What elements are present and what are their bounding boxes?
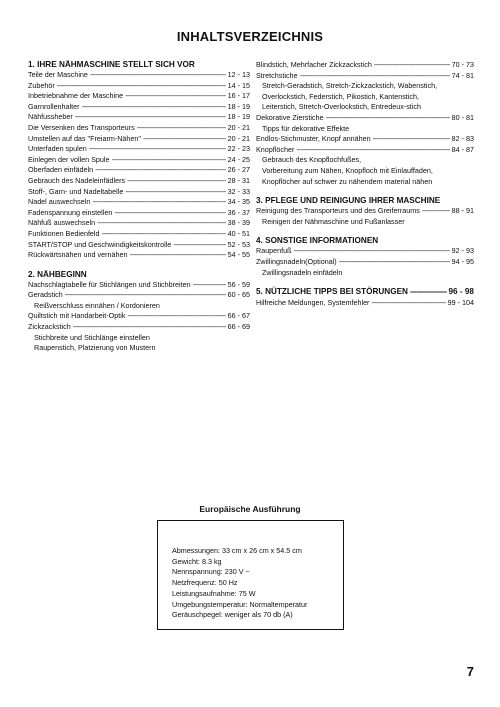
leader-dashes xyxy=(102,229,226,240)
toc-entry[interactable] xyxy=(28,240,250,251)
entry-title: Oberfaden einfädeln xyxy=(28,165,94,175)
page-range: 16 - 17 xyxy=(227,91,250,101)
page-range: 20 - 21 xyxy=(227,133,250,143)
specifications-list xyxy=(172,546,307,621)
page-range: 14 - 15 xyxy=(227,80,250,90)
spec-line: Gewicht: 8.3 kg xyxy=(172,556,222,566)
toc-entry[interactable] xyxy=(28,187,250,198)
page-range: 22 - 23 xyxy=(227,144,250,154)
toc-entry[interactable] xyxy=(28,197,250,208)
toc-entry[interactable] xyxy=(28,81,250,92)
toc-subentry: Gebrauch des Knopflochfußes, xyxy=(262,155,362,165)
toc-entry[interactable] xyxy=(28,70,250,81)
entry-title: Dekorative Zierstiche xyxy=(256,112,324,122)
page-range: 99 - 104 xyxy=(447,297,474,307)
toc-entry[interactable] xyxy=(256,113,474,124)
leader-dashes xyxy=(326,113,450,124)
entry-title: Zickzackstich xyxy=(28,322,71,332)
page-range: 74 - 81 xyxy=(451,70,474,80)
toc-entry[interactable] xyxy=(28,322,250,333)
leader-dashes xyxy=(112,155,226,166)
page-range: 38 - 39 xyxy=(227,218,250,228)
leader-dashes xyxy=(92,197,225,208)
page-range: 32 - 33 xyxy=(227,186,250,196)
entry-title: Nähfussheber xyxy=(28,112,73,122)
leader-dashes xyxy=(300,71,450,82)
leader-dashes xyxy=(65,290,226,301)
entry-title: Einlegen der vollen Spule xyxy=(28,154,110,164)
leader-dashes xyxy=(373,134,450,145)
toc-entry[interactable] xyxy=(28,176,250,187)
entry-title: Die Versenken des Transporteurs xyxy=(28,122,135,132)
page-range: 54 - 55 xyxy=(227,250,250,260)
toc-entry[interactable] xyxy=(256,246,474,257)
toc-entry[interactable] xyxy=(256,71,474,82)
toc-entry[interactable] xyxy=(28,123,250,134)
leader-dashes xyxy=(57,81,226,92)
spec-line: Nennspannung: 230 V ~ xyxy=(172,567,250,577)
toc-entry[interactable] xyxy=(28,91,250,102)
toc-entry[interactable] xyxy=(28,102,250,113)
page-range: 92 - 93 xyxy=(451,246,474,256)
leader-dashes xyxy=(75,112,226,123)
toc-subentry: Raupenstich, Platzierung von Mustern xyxy=(34,343,156,353)
entry-title: Stretchstiche xyxy=(256,70,298,80)
page-range: 24 - 25 xyxy=(227,154,250,164)
toc-subentry: Stichbreite und Stichlänge einstellen xyxy=(34,332,150,342)
spec-line: Abmessungen: 33 cm x 26 cm x 54.5 cm xyxy=(172,546,302,555)
leader-dashes xyxy=(137,123,226,134)
entry-title: Zwillingsnadeln(Optional) xyxy=(256,256,337,266)
entry-title: Nähfuß auswechseln xyxy=(28,218,96,228)
toc-entry[interactable] xyxy=(28,144,250,155)
page-number: 7 xyxy=(466,664,474,679)
page-range: 34 - 35 xyxy=(227,197,250,207)
leader-dashes xyxy=(125,91,226,102)
leader-dashes xyxy=(125,187,225,198)
toc-entry[interactable] xyxy=(28,208,250,219)
toc-entry[interactable] xyxy=(256,145,474,156)
leader-dashes xyxy=(173,240,225,251)
toc-subentry: Zwillingsnadeln einfädeln xyxy=(262,267,343,277)
leader-dashes xyxy=(82,102,226,113)
entry-title: Endlos-Stichmuster, Knopf annähen xyxy=(256,134,371,144)
section-heading: 1. IHRE NÄHMASCHINE STELLT SICH VOR xyxy=(28,60,195,69)
page-title: INHALTSVERZEICHNIS xyxy=(176,29,324,44)
entry-title: Inbetriebnahme der Maschine xyxy=(28,91,124,101)
section-heading: 3. PFLEGE UND REINIGUNG IHRER MASCHINE xyxy=(256,196,441,206)
page-range: 66 - 67 xyxy=(227,311,250,321)
toc-entry[interactable] xyxy=(256,206,474,217)
entry-title: Raupenfuß xyxy=(256,246,292,256)
entry-title: Hilfreiche Meldungen, Systemfehler xyxy=(256,297,370,307)
page-range: 66 - 69 xyxy=(227,322,250,332)
spec-line: Geräuschpegel: weniger als 70 db (A) xyxy=(172,610,293,620)
leader-dashes xyxy=(422,206,450,217)
leader-dashes xyxy=(193,280,226,291)
toc-right-column xyxy=(256,60,474,308)
leader-dashes xyxy=(143,134,226,145)
leader-dashes xyxy=(89,144,226,155)
leader-dashes xyxy=(127,311,225,322)
toc-entry[interactable] xyxy=(28,112,250,123)
toc-entry[interactable] xyxy=(256,298,474,309)
page-range: 82 - 83 xyxy=(451,134,474,144)
toc-subentry: Leiterstich, Stretch-Overlockstich, Entredeux-stich xyxy=(262,102,421,112)
entry-title: Rückwärtsnähen und vernähen xyxy=(28,250,128,260)
page-range: 96 - 98 xyxy=(448,287,474,297)
page-range: 80 - 81 xyxy=(451,112,474,122)
page-range: 94 - 95 xyxy=(451,256,474,266)
toc-entry[interactable] xyxy=(256,60,474,71)
section-heading: 2. NÄHBEGINN xyxy=(28,269,87,279)
page-range: 40 - 51 xyxy=(227,228,250,238)
toc-entry[interactable] xyxy=(256,134,474,145)
entry-title: Reinigung des Transporteurs und des Greiferraums xyxy=(256,206,420,216)
entry-title: Stoff-, Garn- und Nadeltabelle xyxy=(28,186,124,196)
leader-dashes xyxy=(97,218,225,229)
page-range: 26 - 27 xyxy=(227,165,250,175)
section-heading xyxy=(256,287,474,298)
page-range: 88 - 91 xyxy=(451,206,474,216)
entry-title: Nachschlagtabelle für Stichlängen und Stichbreiten xyxy=(28,279,191,289)
leader-dashes xyxy=(95,165,225,176)
page-range: 18 - 19 xyxy=(227,101,250,111)
spec-line: Umgebungstemperatur: Normaltemperatur xyxy=(172,599,308,609)
spec-line: Leistungsaufnahme: 75 W xyxy=(172,588,256,598)
european-version-heading: Europäische Ausführung xyxy=(199,504,301,514)
entry-title: Nadel auswechseln xyxy=(28,197,91,207)
leader-dashes xyxy=(296,145,449,156)
leader-dashes xyxy=(130,250,226,261)
toc-subentry: Knopflöcher auf schwer zu nähendem material nähen xyxy=(262,176,433,186)
entry-title: Garnrollenhalter xyxy=(28,101,80,111)
page-range: 70 - 73 xyxy=(451,60,474,69)
leader-dashes xyxy=(410,287,447,298)
spec-line: Netzfrequenz: 50 Hz xyxy=(172,578,238,588)
toc-entry[interactable] xyxy=(28,134,250,145)
entry-title: Blindstich, Mehrfacher Zickzackstich xyxy=(256,60,372,69)
leader-dashes xyxy=(339,257,450,268)
toc-entry[interactable] xyxy=(28,218,250,229)
entry-title: Umstellen auf das "Freiarm-Nähen" xyxy=(28,133,141,143)
page-range: 18 - 19 xyxy=(227,112,250,122)
page-range: 52 - 53 xyxy=(227,239,250,249)
leader-dashes xyxy=(73,322,226,333)
toc-subentry: Overlockstich, Federstich, Pikostich, Kantenstich, xyxy=(262,91,419,101)
leader-dashes xyxy=(374,60,450,71)
entry-title: Zubehör xyxy=(28,80,55,90)
page-range: 84 - 87 xyxy=(451,144,474,154)
toc-entry[interactable] xyxy=(28,311,250,322)
toc-subentry: Reinigen der Nähmaschine und Fußanlasser xyxy=(262,216,405,226)
page-range: 12 - 13 xyxy=(227,70,250,79)
leader-dashes xyxy=(294,246,450,257)
page-range: 56 - 59 xyxy=(227,279,250,289)
entry-title: START/STOP und Geschwindigkeitskontrolle xyxy=(28,239,172,249)
leader-dashes xyxy=(371,298,445,309)
leader-dashes xyxy=(127,176,226,187)
entry-title: Unterfaden spulen xyxy=(28,144,87,154)
toc-entry[interactable] xyxy=(28,229,250,240)
entry-title: Knopflöcher xyxy=(256,144,295,154)
page-range: 20 - 21 xyxy=(227,122,250,132)
entry-title: Funktionen Bedienfeld xyxy=(28,228,100,238)
specifications-box xyxy=(157,520,344,630)
toc-subentry: Reißverschluss einnähen / Kordonieren xyxy=(34,300,160,310)
page-range: 36 - 37 xyxy=(227,207,250,217)
toc-entry[interactable] xyxy=(28,165,250,176)
toc-entry[interactable] xyxy=(28,280,250,291)
entry-title: Gebrauch des Nadeleinfädlers xyxy=(28,175,126,185)
toc-entry[interactable] xyxy=(28,155,250,166)
entry-title: Fadenspannung einstellen xyxy=(28,207,113,217)
page-range: 28 - 31 xyxy=(227,175,250,185)
section-title: 5. NÜTZLICHE TIPPS BEI STÖRUNGEN xyxy=(256,287,408,297)
entry-title: Geradstich xyxy=(28,290,63,300)
toc-entry[interactable] xyxy=(256,257,474,268)
toc-entry[interactable] xyxy=(28,290,250,301)
leader-dashes xyxy=(90,70,226,81)
toc-entry[interactable] xyxy=(28,250,250,261)
toc-left-column xyxy=(28,60,250,354)
page-range: 60 - 65 xyxy=(227,290,250,300)
toc-subentry: Tipps für dekorative Effekte xyxy=(262,123,350,133)
entry-title: Quiltstich mit Handarbeit-Optik xyxy=(28,311,126,321)
entry-title: Teile der Maschine xyxy=(28,70,88,79)
toc-subentry: Vorbereitung zum Nähen, Knopfloch mit Einlauffaden, xyxy=(262,165,433,175)
section-heading: 4. SONSTIGE INFORMATIONEN xyxy=(256,236,379,246)
leader-dashes xyxy=(114,208,225,219)
toc-subentry: Stretch-Geradstich, Stretch-Zickzackstich, Wabenstich, xyxy=(262,81,438,91)
